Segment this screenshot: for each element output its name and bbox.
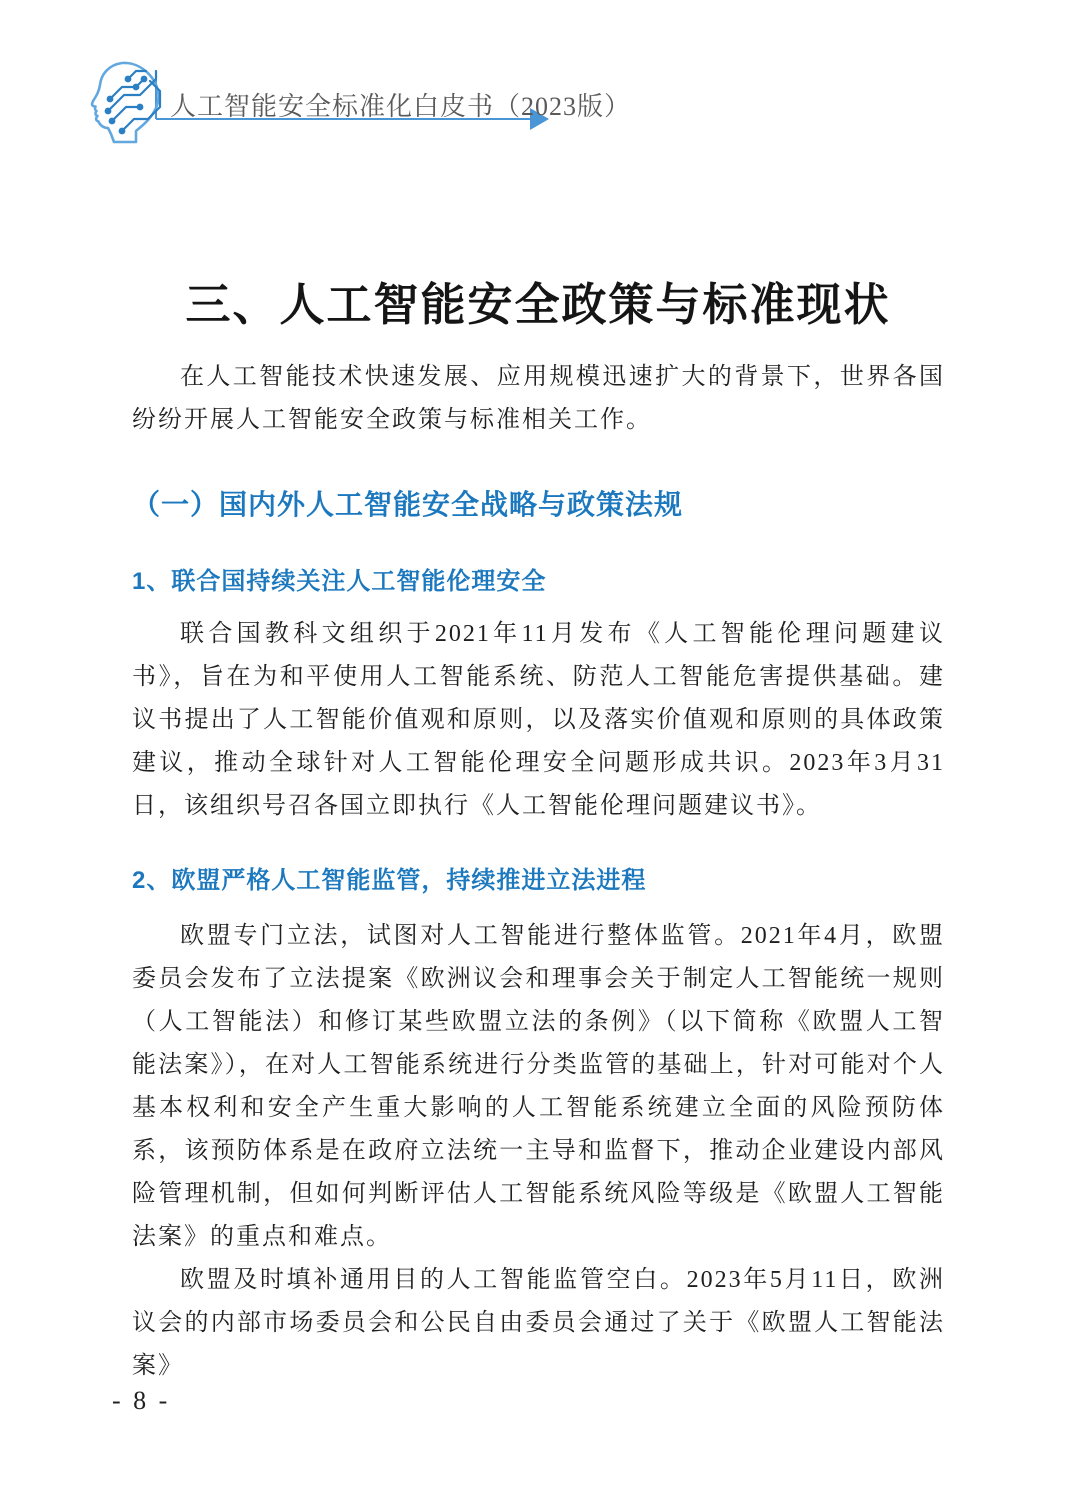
subsection-2-heading: 2、欧盟严格人工智能监管，持续推进立法进程 [132, 867, 647, 894]
paragraph: 联合国教科文组织于2021年11月发布《人工智能伦理问题建议书》，旨在为和平使用人工智能系统、防范人工智能危害提供基础。建议书提出了人工智能价值观和原则，以及落实价值观和原则的具体政策建议，推动全球针对人工智能伦理安全问题形成共识。2023年3月31日，该组织号召各国立即执行《人工智能伦理问题建议书》。 [132, 621, 945, 819]
chapter-title: 三、人工智能安全政策与标准现状 [185, 280, 891, 331]
paragraph: 欧盟及时填补通用目的人工智能监管空白。2023年5月11日，欧洲议会的内部市场委员会和公民自由委员会通过了关于《欧盟人工智能法案》 [132, 1267, 945, 1379]
intro-paragraph-block [132, 356, 945, 442]
subsection-2-paragraphs [132, 915, 945, 1388]
subsection-1-heading: 1、联合国持续关注人工智能伦理安全 [132, 568, 547, 595]
intro-paragraph: 在人工智能技术快速发展、应用规模迅速扩大的背景下，世界各国纷纷开展人工智能安全政策与标准相关工作。 [132, 364, 945, 433]
header-document-title: 人工智能安全标准化白皮书（2023版） [170, 92, 632, 121]
page-number: - 8 - [112, 1386, 171, 1415]
paragraph: 欧盟专门立法，试图对人工智能进行整体监管。2021年4月，欧盟委员会发布了立法提案《欧洲议会和理事会关于制定人工智能统一规则（人工智能法）和修订某些欧盟立法的条例》（以下简称《欧盟人工智能法案》），在对人工智能系统进行分类监管的基础上，针对可能对个人基本权利和安全产生重大影响的人工智能系统建立全面的风险预防体系，该预防体系是在政府立法统一主导和监督下，推动企业建设内部风险管理机制，但如何判断评估人工智能系统风险等级是《欧盟人工智能法案》的重点和难点。 [132, 923, 945, 1250]
subsection-1-paragraphs [132, 613, 945, 828]
section-1-heading: （一）国内外人工智能安全战略与政策法规 [132, 489, 684, 520]
